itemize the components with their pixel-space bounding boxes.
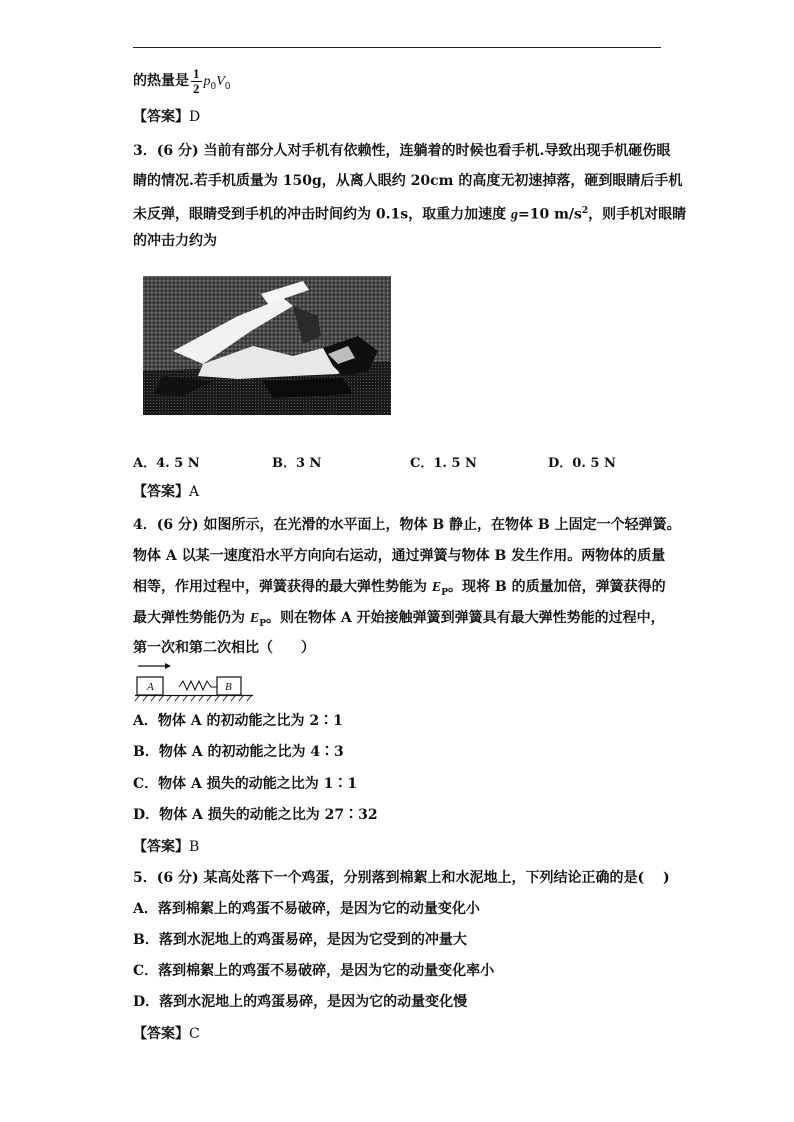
q3-option-b: B．3 N <box>272 456 322 471</box>
q5-option-a: A．落到棉絮上的鸡蛋不易破碎，是因为它的动量变化小 <box>133 901 480 917</box>
fraction-denominator: 2 <box>193 80 200 96</box>
var-v-sub: 0 <box>224 81 231 92</box>
spring-blocks-diagram <box>133 660 258 702</box>
q3-line-3a: 未反弹，眼睛受到手机的冲击时间约为 0.1s，取重力加速度 <box>133 206 511 223</box>
spring <box>179 681 217 690</box>
q4-line-2: 物体 A 以某一速度沿水平方向向右运动，通过弹簧与物体 B 发生作用。两物体的质量 <box>133 548 666 564</box>
q2-answer <box>133 108 200 126</box>
q3-option-a: A．4. 5 N <box>133 456 200 471</box>
q4-answer <box>133 838 199 856</box>
fraction-numerator: 1 <box>193 65 200 81</box>
q4-line-5: 第一次和第二次相比（ ） <box>133 640 315 656</box>
q4-option-b: B．物体 A 的初动能之比为 4∶3 <box>133 744 344 760</box>
answer-label: 【答案】 <box>133 1026 189 1042</box>
q4-line-3a: 相等，作用过程中，弹簧获得的最大弹性势能为 <box>133 579 432 595</box>
var-p: p <box>203 74 211 89</box>
fraction <box>191 67 202 96</box>
answer-label: 【答案】 <box>133 109 189 125</box>
q4-line-4b: 。则在物体 A 开始接触弹簧到弹簧具有最大弹性势能的过程中， <box>266 610 665 626</box>
var-p-sub: 0 <box>210 81 217 92</box>
var-v: V <box>216 74 225 89</box>
block-a-label: A <box>147 681 154 693</box>
var-e: E <box>431 580 442 595</box>
q4-line-3 <box>133 578 666 602</box>
q3-line-3c: ，则手机对眼睛 <box>588 206 687 223</box>
q2-tail-line <box>133 66 231 102</box>
q3-line-3 <box>133 202 686 225</box>
q4-option-a: A．物体 A 的初动能之比为 2∶1 <box>133 713 343 729</box>
q3-option-c: C．1. 5 N <box>410 456 477 471</box>
q3-line-3-sup: 2 <box>581 206 589 216</box>
q3-line-1: 3．(6 分) 当前有部分人对手机有依赖性，连躺着的时候也看手机.导致出现手机砸伤眼 <box>133 143 671 159</box>
block-b-label: B <box>225 681 232 693</box>
header-rule <box>133 47 661 48</box>
answer-value: C <box>189 1026 200 1042</box>
q3-options <box>133 452 661 470</box>
q3-answer <box>133 483 199 501</box>
var-e-sub: P <box>441 587 448 598</box>
q4-line-4a: 最大弹性势能仍为 <box>133 610 250 626</box>
q5-line-1: 5．(6 分) 某高处落下一个鸡蛋，分别落到棉絮上和水泥地上，下列结论正确的是( ) <box>133 870 670 886</box>
answer-label: 【答案】 <box>133 839 189 855</box>
phone-lying-photo <box>143 276 391 415</box>
q5-answer <box>133 1025 200 1043</box>
answer-value: D <box>189 109 201 125</box>
q4-line-4 <box>133 609 665 633</box>
var-g: g <box>511 207 518 223</box>
q5-option-b: B．落到水泥地上的鸡蛋易碎，是因为它受到的冲量大 <box>133 932 467 948</box>
answer-label: 【答案】 <box>133 484 189 500</box>
answer-value: A <box>189 484 200 500</box>
ground-hatching <box>135 696 251 701</box>
answer-value: B <box>189 839 200 855</box>
q3-line-3b: =10 m/s <box>518 206 582 223</box>
q4-line-1: 4．(6 分) 如图所示，在光滑的水平面上，物体 B 静止，在物体 B 上固定一个轻弹簧。 <box>133 517 681 533</box>
q4-option-c: C．物体 A 损失的动能之比为 1∶1 <box>133 776 358 792</box>
q4-line-3b: 。现将 B 的质量加倍，弹簧获得的 <box>448 579 666 595</box>
q5-option-d: D．落到水泥地上的鸡蛋易碎，是因为它的动量变化慢 <box>133 994 468 1010</box>
q4-option-d: D．物体 A 损失的动能之比为 27∶32 <box>133 807 378 823</box>
var-e-sub: P <box>259 618 266 629</box>
q2-tail-text: 的热量是 <box>133 73 189 89</box>
q5-option-c: C．落到棉絮上的鸡蛋不易破碎，是因为它的动量变化率小 <box>133 963 495 979</box>
q3-line-2: 睛的情况.若手机质量为 150g，从离人眼约 20cm 的高度无初速掉落，砸到眼睛后手机 <box>133 173 683 189</box>
var-e: E <box>249 611 260 626</box>
q3-line-4: 的冲击力约为 <box>133 233 217 249</box>
q3-option-d: D．0. 5 N <box>548 456 616 471</box>
